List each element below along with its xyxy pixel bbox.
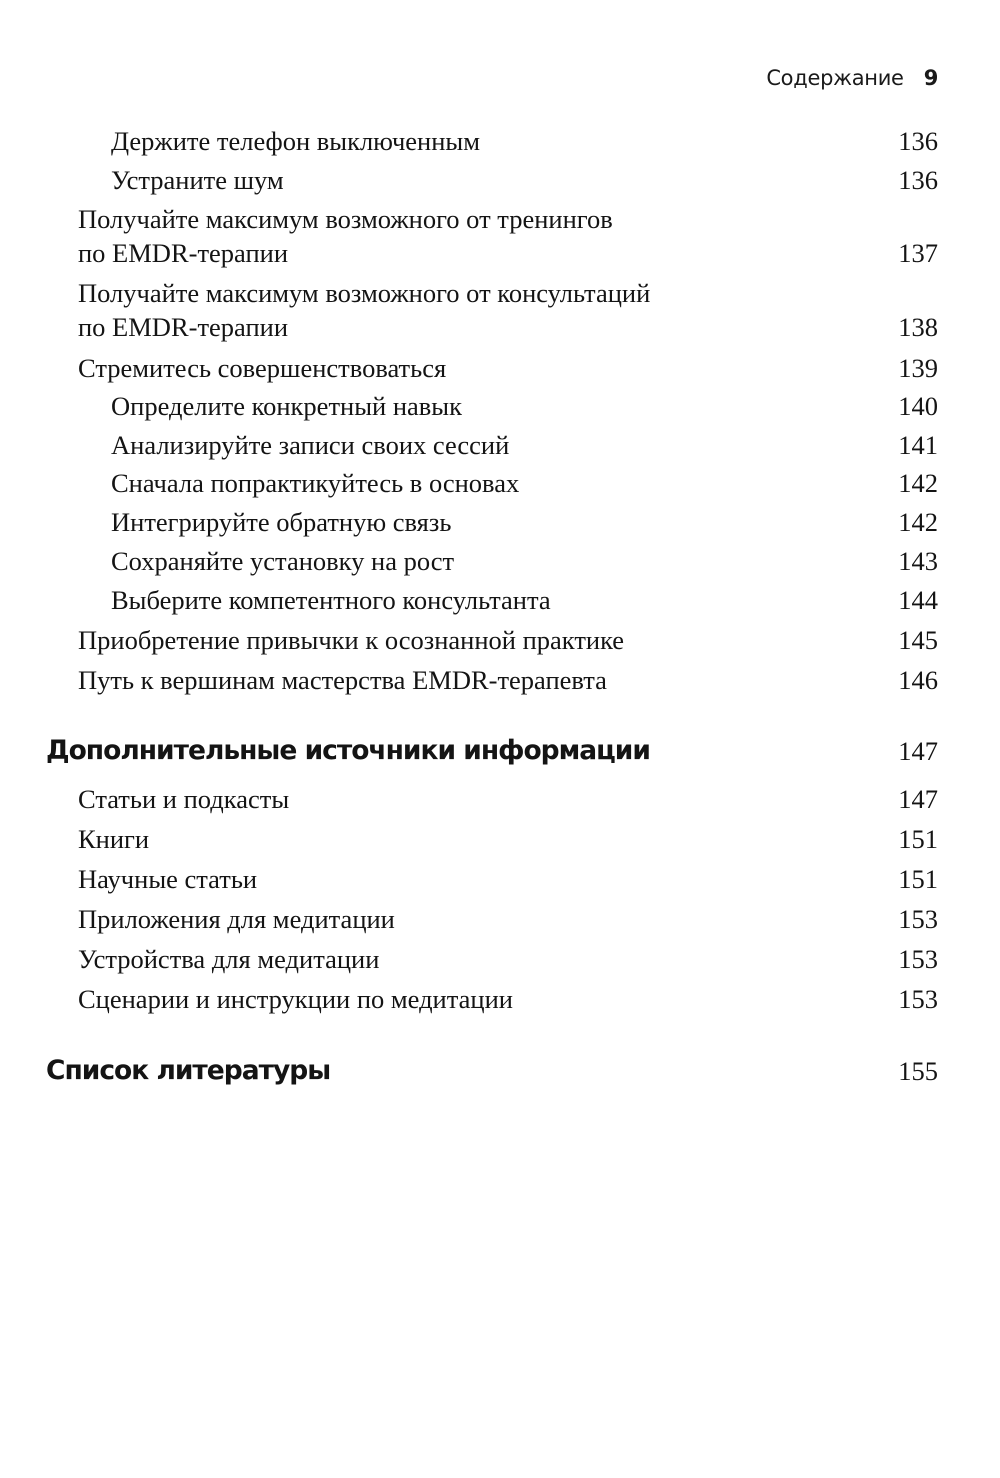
toc-entry[interactable] xyxy=(0,163,1000,197)
toc-entry-title: Анализируйте записи своих сессий xyxy=(111,430,510,460)
toc-entry[interactable] xyxy=(0,623,1000,657)
toc-entry-title: Выберите компетентного консультанта xyxy=(111,585,551,615)
toc-entry-title-line2: по EMDR-терапии xyxy=(78,238,288,268)
toc-entry[interactable] xyxy=(0,544,1000,578)
toc-entry-page: 137 xyxy=(898,238,938,268)
toc-entry[interactable] xyxy=(0,663,1000,697)
toc-entry-title: Сценарии и инструкции по медитации xyxy=(78,984,513,1014)
toc-entry-title: Стремитесь совершенствоваться xyxy=(78,353,447,383)
toc-entry-title: Держите телефон выключенным xyxy=(111,126,480,156)
toc-chapter-title: Дополнительные источники информации xyxy=(46,735,650,766)
toc-entry-title: Определите конкретный навык xyxy=(111,391,462,421)
toc-entry[interactable] xyxy=(0,389,1000,423)
toc-entry-page: 142 xyxy=(898,507,938,537)
toc-entry-page: 144 xyxy=(898,585,938,615)
toc-entry-title-line1: Получайте максимум возможного от тренингов xyxy=(78,204,613,234)
toc-entry-page: 145 xyxy=(898,625,938,655)
toc-entry-page: 139 xyxy=(898,353,938,383)
toc-entry-page: 141 xyxy=(898,430,938,460)
toc-entry-page: 153 xyxy=(898,904,938,934)
toc-entry[interactable] xyxy=(0,942,1000,976)
toc-entry-page: 153 xyxy=(898,944,938,974)
toc-entry-page: 143 xyxy=(898,546,938,576)
toc-entry-page: 151 xyxy=(898,864,938,894)
toc-entry[interactable] xyxy=(0,862,1000,896)
toc-entry-page: 136 xyxy=(898,165,938,195)
toc-entry-page: 146 xyxy=(898,665,938,695)
toc-entry-title: Путь к вершинам мастерства EMDR-терапевта xyxy=(78,665,607,695)
toc-chapter-page: 147 xyxy=(898,736,938,766)
toc-entry-page: 151 xyxy=(898,824,938,854)
running-head-section: Содержание xyxy=(766,66,904,90)
running-head xyxy=(766,66,938,90)
toc-entry[interactable] xyxy=(0,202,1000,270)
toc-entry-title-line2: по EMDR-терапии xyxy=(78,312,288,342)
toc-entry-title: Приложения для медитации xyxy=(78,904,395,934)
toc-entry-title: Устройства для медитации xyxy=(78,944,380,974)
toc-entry-page: 140 xyxy=(898,391,938,421)
toc-entry-title-line1: Получайте максимум возможного от консультаций xyxy=(78,278,651,308)
toc-entry-title: Статьи и подкасты xyxy=(78,784,290,814)
toc-entry[interactable] xyxy=(0,276,1000,344)
toc-entry-page: 153 xyxy=(898,984,938,1014)
toc-entry-title: Научные статьи xyxy=(78,864,258,894)
toc-chapter-page: 155 xyxy=(898,1056,938,1086)
toc-entry-title: Интегрируйте обратную связь xyxy=(111,507,452,537)
toc-chapter-title: Список литературы xyxy=(46,1055,331,1086)
toc-entry[interactable] xyxy=(0,505,1000,539)
toc-entry[interactable] xyxy=(0,982,1000,1016)
toc-entry-title: Сохраняйте установку на рост xyxy=(111,546,455,576)
toc-entry-page: 136 xyxy=(898,126,938,156)
toc-entry[interactable] xyxy=(0,351,1000,385)
toc-entry-title: Книги xyxy=(78,824,150,854)
toc-entry[interactable] xyxy=(0,428,1000,462)
toc-entry[interactable] xyxy=(0,124,1000,158)
toc-entry-page: 142 xyxy=(898,468,938,498)
toc-entry[interactable] xyxy=(0,822,1000,856)
toc-entry-title: Приобретение привычки к осознанной практике xyxy=(78,625,625,655)
toc-entry[interactable] xyxy=(0,583,1000,617)
toc-entry[interactable] xyxy=(0,902,1000,936)
toc-entry-title: Сначала попрактикуйтесь в основах xyxy=(111,468,520,498)
toc-entry[interactable] xyxy=(0,466,1000,500)
toc-entry-page: 147 xyxy=(898,784,938,814)
running-head-page-number: 9 xyxy=(923,66,938,90)
toc-entry-title: Устраните шум xyxy=(111,165,284,195)
toc-entry[interactable] xyxy=(0,782,1000,816)
toc-chapter-heading[interactable] xyxy=(0,1051,1000,1091)
toc-chapter-heading[interactable] xyxy=(0,731,1000,771)
toc-entry-page: 138 xyxy=(898,312,938,342)
